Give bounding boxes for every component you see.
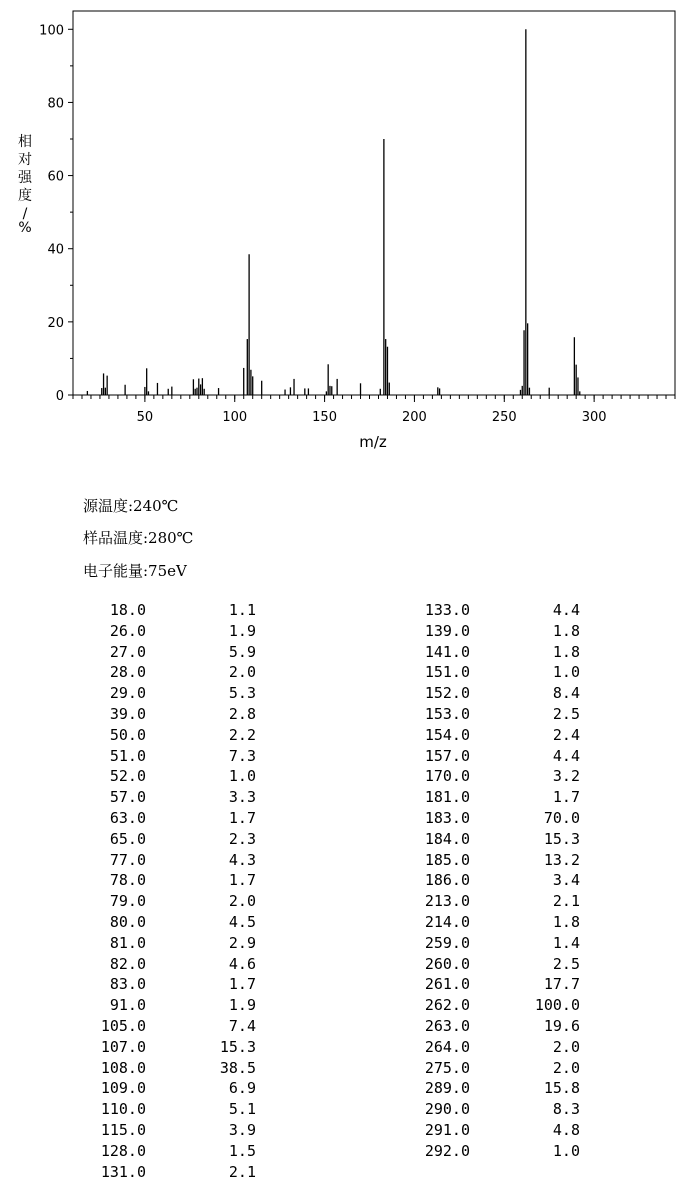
intensity-value: 2.0 <box>552 1037 580 1056</box>
sample-temperature: 样品温度:280℃ <box>83 529 194 547</box>
mz-value: 91.0 <box>109 996 146 1015</box>
intensity-value: 1.7 <box>228 871 256 890</box>
mz-value: 213.0 <box>424 892 470 911</box>
mz-value: 109.0 <box>100 1079 146 1098</box>
x-tick-label: 300 <box>581 410 607 425</box>
y-label-char: % <box>18 220 32 236</box>
mz-value: 184.0 <box>424 829 470 848</box>
intensity-value: 1.7 <box>228 809 256 827</box>
mz-value: 185.0 <box>424 850 470 869</box>
y-tick-label: 0 <box>55 389 64 404</box>
mz-value: 65.0 <box>109 829 146 848</box>
y-tick-label: 20 <box>47 315 64 331</box>
intensity-value: 1.8 <box>552 621 580 640</box>
intensity-value: 8.3 <box>552 1100 580 1119</box>
intensity-value: 2.3 <box>228 829 256 848</box>
mz-value: 107.0 <box>100 1037 146 1056</box>
intensity-value: 4.4 <box>552 746 580 765</box>
intensity-value: 17.7 <box>543 975 580 994</box>
table-row <box>0 870 687 890</box>
mz-value: 131.0 <box>100 1162 146 1181</box>
table-row <box>0 725 687 745</box>
intensity-value: 5.9 <box>228 642 256 661</box>
table-row <box>0 1078 687 1098</box>
mz-value: 214.0 <box>424 913 470 931</box>
x-tick-label: 150 <box>312 410 337 425</box>
mz-value: 154.0 <box>424 725 470 744</box>
intensity-value: 15.3 <box>219 1037 256 1056</box>
x-axis-label: m/z <box>359 433 387 451</box>
table-row <box>0 808 687 828</box>
mz-value: 292.0 <box>424 1141 470 1160</box>
intensity-value: 5.1 <box>228 1100 256 1119</box>
table-row <box>0 974 687 994</box>
mz-value: 259.0 <box>424 933 470 952</box>
x-tick-label: 50 <box>136 410 154 425</box>
mz-value: 83.0 <box>109 975 146 994</box>
mz-value: 57.0 <box>109 788 146 807</box>
table-row <box>0 829 687 849</box>
mz-value: 152.0 <box>424 684 470 703</box>
y-tick-label: 40 <box>47 242 64 258</box>
mz-value: 151.0 <box>424 663 470 682</box>
mz-value: 128.0 <box>100 1141 146 1160</box>
mz-value: 29.0 <box>109 684 146 703</box>
intensity-value: 100.0 <box>534 996 580 1015</box>
table-row <box>0 766 687 786</box>
y-label-char: / <box>22 206 28 222</box>
mz-value: 78.0 <box>109 871 146 890</box>
mz-value: 186.0 <box>424 871 470 890</box>
x-tick-label: 200 <box>402 410 427 425</box>
intensity-value: 4.6 <box>228 954 256 973</box>
y-axis-label <box>18 133 33 236</box>
intensity-value: 2.0 <box>228 663 256 682</box>
intensity-value: 1.9 <box>228 621 256 640</box>
mz-value: 181.0 <box>424 788 470 807</box>
mz-value: 18.0 <box>109 601 146 619</box>
mz-value: 110.0 <box>100 1100 146 1119</box>
mz-value: 50.0 <box>109 725 146 744</box>
mz-value: 139.0 <box>424 621 470 640</box>
mz-value: 63.0 <box>109 809 146 827</box>
mz-value: 141.0 <box>424 642 470 661</box>
intensity-value: 1.4 <box>552 933 580 952</box>
table-row <box>0 891 687 911</box>
table-row <box>0 787 687 807</box>
intensity-value: 13.2 <box>543 850 580 869</box>
table-row <box>0 662 687 682</box>
table-row <box>0 1120 687 1140</box>
intensity-value: 4.8 <box>552 1121 580 1139</box>
intensity-value: 2.1 <box>552 892 580 911</box>
mz-value: 290.0 <box>424 1100 470 1119</box>
mz-value: 157.0 <box>424 746 470 765</box>
mz-value: 170.0 <box>424 767 470 786</box>
mz-value: 262.0 <box>424 996 470 1015</box>
intensity-value: 8.4 <box>552 684 580 703</box>
mz-value: 183.0 <box>424 809 470 827</box>
table-row <box>0 1141 687 1161</box>
y-label-char: 对 <box>18 152 32 168</box>
table-row <box>0 704 687 724</box>
peak-bars <box>87 29 579 395</box>
intensity-value: 2.5 <box>552 705 580 723</box>
intensity-value: 4.4 <box>552 601 580 619</box>
intensity-value: 3.3 <box>228 788 256 807</box>
table-row <box>0 746 687 766</box>
mz-value: 289.0 <box>424 1079 470 1098</box>
mz-value: 82.0 <box>109 954 146 973</box>
intensity-value: 1.8 <box>552 642 580 661</box>
y-axis <box>39 23 73 404</box>
mz-value: 275.0 <box>424 1058 470 1077</box>
mz-value: 52.0 <box>109 767 146 786</box>
intensity-value: 1.8 <box>552 913 580 931</box>
table-row <box>0 683 687 703</box>
intensity-value: 2.1 <box>228 1162 256 1181</box>
intensity-value: 15.8 <box>543 1079 580 1098</box>
y-label-char: 度 <box>18 188 32 204</box>
y-label-char: 强 <box>18 170 32 186</box>
mz-value: 153.0 <box>424 705 470 723</box>
plot-frame <box>73 11 675 395</box>
intensity-value: 1.0 <box>552 663 580 682</box>
mz-value: 81.0 <box>109 933 146 952</box>
mz-value: 105.0 <box>100 1017 146 1035</box>
mz-value: 51.0 <box>109 746 146 765</box>
intensity-value: 2.9 <box>228 933 256 952</box>
y-tick-label: 80 <box>47 96 64 112</box>
intensity-value: 2.0 <box>552 1058 580 1077</box>
intensity-value: 2.5 <box>552 954 580 973</box>
table-row <box>0 1016 687 1036</box>
mz-value: 264.0 <box>424 1037 470 1056</box>
intensity-value: 2.2 <box>228 725 256 744</box>
intensity-value: 5.3 <box>228 684 256 703</box>
intensity-value: 1.9 <box>228 996 256 1015</box>
mz-value: 27.0 <box>109 642 146 661</box>
x-minor-ticks <box>73 395 675 399</box>
source-temperature: 源温度:240℃ <box>83 497 179 515</box>
table-row <box>0 600 687 620</box>
mz-value: 291.0 <box>424 1121 470 1139</box>
intensity-value: 38.5 <box>219 1058 256 1077</box>
mz-value: 260.0 <box>424 954 470 973</box>
table-row <box>0 933 687 953</box>
intensity-value: 2.4 <box>552 725 580 744</box>
mz-value: 26.0 <box>109 621 146 640</box>
intensity-value: 3.2 <box>552 767 580 786</box>
mz-value: 79.0 <box>109 892 146 911</box>
table-row <box>0 912 687 932</box>
intensity-value: 2.8 <box>228 705 256 723</box>
mz-value: 77.0 <box>109 850 146 869</box>
intensity-value: 15.3 <box>543 829 580 848</box>
mz-value: 263.0 <box>424 1017 470 1035</box>
table-row <box>0 1099 687 1119</box>
intensity-value: 7.4 <box>228 1017 256 1035</box>
intensity-value: 1.7 <box>552 788 580 807</box>
y-label-char: 相 <box>18 134 32 150</box>
x-tick-label: 100 <box>222 410 248 425</box>
table-row <box>0 995 687 1015</box>
intensity-value: 3.4 <box>552 871 580 890</box>
x-tick-label: 250 <box>491 410 517 425</box>
table-row <box>0 621 687 641</box>
intensity-value: 1.1 <box>228 601 256 619</box>
table-row <box>0 1058 687 1078</box>
mz-value: 28.0 <box>109 663 146 682</box>
intensity-value: 1.0 <box>228 767 256 786</box>
table-row <box>0 954 687 974</box>
table-row <box>0 850 687 870</box>
table-row <box>0 1037 687 1057</box>
intensity-value: 2.0 <box>228 892 256 911</box>
mz-value: 133.0 <box>424 601 470 619</box>
intensity-value: 1.0 <box>552 1141 580 1160</box>
intensity-value: 4.3 <box>228 850 256 869</box>
y-tick-label: 100 <box>39 23 64 39</box>
intensity-value: 6.9 <box>228 1079 256 1098</box>
intensity-value: 70.0 <box>543 809 580 827</box>
mz-value: 80.0 <box>109 913 146 931</box>
intensity-value: 19.6 <box>543 1017 580 1035</box>
intensity-value: 1.7 <box>228 975 256 994</box>
electron-energy: 电子能量:75eV <box>83 562 187 580</box>
intensity-value: 1.5 <box>228 1141 256 1160</box>
mass-spectrum-chart <box>0 0 687 460</box>
peak-table-right <box>0 600 687 1180</box>
y-tick-label: 60 <box>47 169 64 185</box>
intensity-value: 4.5 <box>228 913 256 931</box>
mz-value: 261.0 <box>424 975 470 994</box>
mz-value: 39.0 <box>109 705 146 723</box>
x-axis <box>137 395 607 425</box>
intensity-value: 3.9 <box>228 1121 256 1139</box>
mz-value: 115.0 <box>100 1121 146 1139</box>
intensity-value: 7.3 <box>228 746 256 765</box>
table-row <box>0 642 687 662</box>
mz-value: 108.0 <box>100 1058 146 1077</box>
